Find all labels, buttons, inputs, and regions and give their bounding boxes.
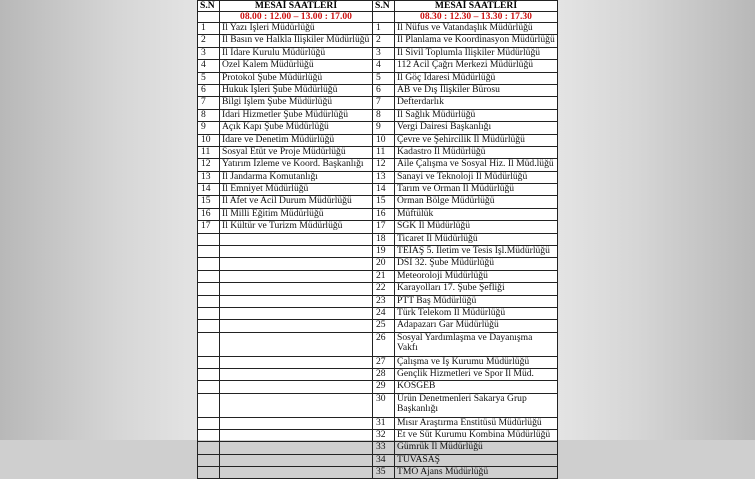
table-row [198,221,558,233]
right-row-institution: İl Göç İdaresi Müdürlüğü [395,72,558,84]
right-row-number: 16 [373,208,395,220]
left-row-institution: İl Kültür ve Turizm Müdürlüğü [220,221,373,233]
right-row-institution: Meteoroloji Müdürlüğü [395,270,558,282]
left-empty-institution [220,295,373,307]
table-row [198,368,558,380]
right-row-institution: Vergi Dairesi Başkanlığı [395,122,558,134]
table-row [198,442,558,454]
right-row-institution: Tarım ve Orman İl Müdürlüğü [395,184,558,196]
table-row [198,320,558,332]
left-empty-institution [220,417,373,429]
left-row-number: 13 [198,171,220,183]
right-row-number: 23 [373,295,395,307]
left-empty-institution [220,429,373,441]
right-row-institution: Müftülük [395,208,558,220]
right-row-number: 21 [373,270,395,282]
left-empty-number [198,233,220,245]
right-row-institution: Et ve Süt Kurumu Kombina Müdürlüğü [395,429,558,441]
right-row-number: 18 [373,233,395,245]
left-empty-number [198,454,220,466]
left-empty-number [198,368,220,380]
right-row-institution: İl Sağlık Müdürlüğü [395,109,558,121]
right-row-number: 22 [373,283,395,295]
right-row-number: 5 [373,72,395,84]
table-row [198,467,558,479]
right-blur-background [557,0,755,440]
right-row-institution: Ürün Denetmenleri Sakarya Grup Başkanlığı [395,393,558,417]
right-row-number: 12 [373,159,395,171]
right-row-number: 27 [373,356,395,368]
left-empty-institution [220,258,373,270]
table-row [198,171,558,183]
left-empty-number [198,442,220,454]
right-row-institution: Sosyal Yardımlaşma ve Dayanışma Vakfı [395,332,558,356]
left-row-number: 11 [198,146,220,158]
table-row [198,417,558,429]
left-row-number: 12 [198,159,220,171]
table-body [198,23,558,479]
left-row-institution: Bilgi İşlem Şube Müdürlüğü [220,97,373,109]
table-row [198,122,558,134]
right-row-number: 24 [373,307,395,319]
table-row [198,97,558,109]
table-row [198,72,558,84]
left-blur-background [0,0,198,440]
left-empty-number [198,356,220,368]
left-empty-institution [220,270,373,282]
table-row [198,270,558,282]
right-row-institution: Sanayi ve Teknoloji İl Müdürlüğü [395,171,558,183]
left-empty-number [198,467,220,479]
left-empty-institution [220,467,373,479]
right-row-number: 2 [373,35,395,47]
sn-header-left: S.N [198,1,220,12]
left-row-number: 17 [198,221,220,233]
right-row-institution: Ticaret İl Müdürlüğü [395,233,558,245]
right-row-institution: AB ve Dış İlişkiler Bürosu [395,84,558,96]
left-row-number: 9 [198,122,220,134]
right-row-institution: PTT Baş Müdürlüğü [395,295,558,307]
right-row-number: 35 [373,467,395,479]
right-hours: 08.30 : 12.30 – 13.30 : 17.30 [395,12,558,23]
left-row-number: 8 [198,109,220,121]
table-row [198,35,558,47]
table-row [198,146,558,158]
right-row-institution: Orman Bölge Müdürlüğü [395,196,558,208]
left-empty-institution [220,393,373,417]
right-row-institution: SGK İl Müdürlüğü [395,221,558,233]
left-empty-number [198,246,220,258]
left-row-institution: İl Milli Eğitim Müdürlüğü [220,208,373,220]
left-empty-institution [220,442,373,454]
left-empty-number [198,429,220,441]
right-row-institution: Mısır Araştırma Enstitüsü Müdürlüğü [395,417,558,429]
working-hours-table [197,0,558,479]
left-empty-number [198,417,220,429]
left-empty-institution [220,454,373,466]
table-row [198,109,558,121]
left-empty-institution [220,368,373,380]
table-row [198,307,558,319]
left-empty-number [198,258,220,270]
right-row-number: 1 [373,23,395,35]
left-row-number: 6 [198,84,220,96]
right-row-institution: Karayolları 17. Şube Şefliği [395,283,558,295]
table-row [198,295,558,307]
right-row-institution: TÜVASAŞ [395,454,558,466]
right-row-institution: Gümrük İl Müdürlüğü [395,442,558,454]
left-row-number: 4 [198,60,220,72]
right-row-number: 30 [373,393,395,417]
left-empty-number [198,332,220,356]
right-row-number: 20 [373,258,395,270]
table-row [198,393,558,417]
table-row [198,196,558,208]
right-row-number: 32 [373,429,395,441]
right-row-institution: İl Sivil Toplumla İlişkiler Müdürlüğü [395,47,558,59]
right-row-number: 28 [373,368,395,380]
header-row [198,1,558,12]
left-empty-institution [220,332,373,356]
table-row [198,233,558,245]
left-empty-number [198,283,220,295]
table-row [198,246,558,258]
left-row-institution: Protokol Şube Müdürlüğü [220,72,373,84]
right-row-number: 8 [373,109,395,121]
table-row [198,134,558,146]
right-row-institution: Adapazarı Gar Müdürlüğü [395,320,558,332]
left-row-number: 5 [198,72,220,84]
left-row-institution: Özel Kalem Müdürlüğü [220,60,373,72]
right-row-number: 11 [373,146,395,158]
left-row-institution: İl Jandarma Komutanlığı [220,171,373,183]
sn-header-right: S.N [373,1,395,12]
right-row-number: 14 [373,184,395,196]
left-empty-institution [220,246,373,258]
right-row-institution: Gençlik Hizmetleri ve Spor İl Müd. [395,368,558,380]
left-row-institution: Sosyal Etüt ve Proje Müdürlüğü [220,146,373,158]
right-row-number: 6 [373,84,395,96]
right-row-institution: Çalışma ve İş Kurumu Müdürlüğü [395,356,558,368]
right-row-institution: Aile Çalışma ve Sosyal Hiz. İl Müd.lüğü [395,159,558,171]
left-empty-number [198,295,220,307]
table-row [198,84,558,96]
table-row [198,356,558,368]
left-row-number: 15 [198,196,220,208]
right-row-number: 7 [373,97,395,109]
left-row-institution: Hukuk İşleri Şube Müdürlüğü [220,84,373,96]
right-row-number: 15 [373,196,395,208]
left-row-number: 3 [198,47,220,59]
table-row [198,47,558,59]
left-empty-institution [220,320,373,332]
left-row-institution: Açık Kapı Şube Müdürlüğü [220,122,373,134]
right-row-institution: Defterdarlık [395,97,558,109]
left-empty-institution [220,356,373,368]
right-row-number: 17 [373,221,395,233]
left-empty-institution [220,283,373,295]
right-row-institution: DSİ 32. Şube Müdürlüğü [395,258,558,270]
right-row-number: 9 [373,122,395,134]
left-row-number: 14 [198,184,220,196]
left-empty-number [198,270,220,282]
right-row-institution: İl Nüfus ve Vatandaşlık Müdürlüğü [395,23,558,35]
left-row-number: 10 [198,134,220,146]
left-row-number: 2 [198,35,220,47]
left-row-number: 7 [198,97,220,109]
table-row [198,159,558,171]
left-row-institution: İl İdare Kurulu Müdürlüğü [220,47,373,59]
right-row-number: 26 [373,332,395,356]
right-row-number: 25 [373,320,395,332]
left-row-institution: İdari Hizmetler Şube Müdürlüğü [220,109,373,121]
table-row [198,454,558,466]
left-row-number: 1 [198,23,220,35]
left-empty-number [198,393,220,417]
table-row [198,332,558,356]
document-page [197,0,557,478]
right-row-institution: 112 Acil Çağrı Merkezi Müdürlüğü [395,60,558,72]
left-row-institution: İl Basın ve Halkla İlişkiler Müdürlüğü [220,35,373,47]
right-row-number: 4 [373,60,395,72]
left-empty-institution [220,307,373,319]
left-row-institution: Yatırım İzleme ve Koord. Başkanlığı [220,159,373,171]
table-row [198,60,558,72]
right-row-number: 13 [373,171,395,183]
left-row-institution: İdare ve Denetim Müdürlüğü [220,134,373,146]
title-header-left: MESAİ SAATLERİ [220,1,373,12]
right-row-institution: KOSGEB [395,381,558,393]
right-row-institution: Kadastro İl Müdürlüğü [395,146,558,158]
right-row-number: 33 [373,442,395,454]
table-row [198,283,558,295]
left-row-institution: İl Yazı İşleri Müdürlüğü [220,23,373,35]
right-row-institution: Çevre ve Şehircilik İl Müdürlüğü [395,134,558,146]
left-row-institution: İl Afet ve Acil Durum Müdürlüğü [220,196,373,208]
hours-row [198,12,558,23]
left-empty-number [198,381,220,393]
right-row-number: 29 [373,381,395,393]
left-empty-institution [220,381,373,393]
right-row-number: 31 [373,417,395,429]
right-row-institution: TEİAŞ 5. İletim ve Tesis İşl.Müdürlüğü [395,246,558,258]
right-row-number: 34 [373,454,395,466]
table-row [198,208,558,220]
right-row-institution: İl Planlama ve Koordinasyon Müdürlüğü [395,35,558,47]
left-row-institution: İl Emniyet Müdürlüğü [220,184,373,196]
table-row [198,258,558,270]
left-row-number: 16 [198,208,220,220]
table-row [198,429,558,441]
title-header-right: MESAİ SAATLERİ [395,1,558,12]
right-row-institution: Türk Telekom İl Müdürlüğü [395,307,558,319]
left-empty-number [198,307,220,319]
left-hours: 08.00 : 12.00 – 13.00 : 17.00 [220,12,373,23]
left-empty-number [198,320,220,332]
table-row [198,381,558,393]
right-row-number: 19 [373,246,395,258]
left-empty-institution [220,233,373,245]
right-row-number: 3 [373,47,395,59]
right-row-number: 10 [373,134,395,146]
right-row-institution: TMO Ajans Müdürlüğü [395,467,558,479]
